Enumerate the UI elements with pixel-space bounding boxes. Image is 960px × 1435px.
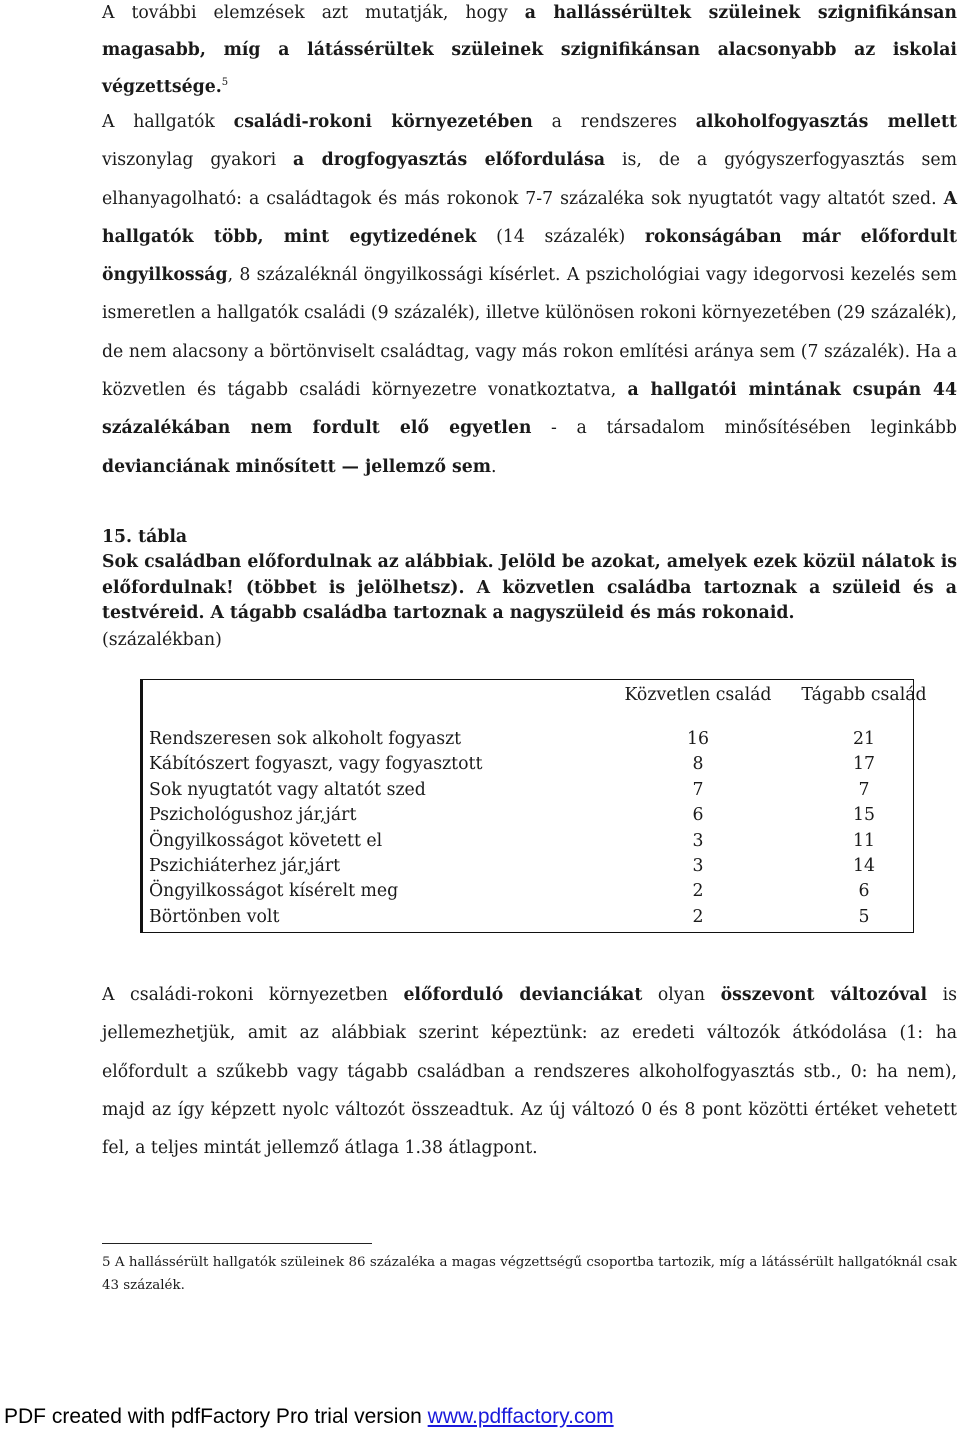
row-label: Pszichológushoz jár,járt (149, 805, 357, 826)
table-row (149, 778, 909, 803)
cell-tagabb: 15 (853, 805, 875, 826)
text-run: olyan (642, 985, 721, 1005)
bold-text-run: előforduló devianciákat (403, 985, 643, 1005)
footnote-text: A hallássérült hallgatók szüleinek 86 százaléka a magas végzettségű csoportba tartozik, míg a látássérült hallgatóknál csak 43 százalék. (102, 1255, 957, 1293)
table-row (149, 829, 909, 854)
cell-tagabb: 5 (858, 906, 870, 927)
table-row (149, 854, 909, 879)
text-run: A családi-rokoni környezetben (102, 985, 404, 1005)
table-row (149, 752, 909, 777)
text-run: - a társadalom minősítésében leginkább (531, 418, 957, 439)
cell-tagabb: 14 (853, 856, 875, 876)
cell-tagabb: 6 (858, 881, 870, 902)
bold-text-run: a hallássérültek szüleinek szignifikánsan magasabb, míg a látássérültek szüleinek szignifikánsan alacsonyabb az iskolai végzettsége. (102, 3, 957, 97)
row-label: Kábítószert fogyaszt, vagy fogyasztott (149, 754, 483, 775)
cell-kozvetlen: 2 (692, 906, 704, 927)
text-run: , 8 százaléknál öngyilkossági kísérlet. A pszichológiai vagy idegorvosi kezelés sem ismeretlen a hallgatók családi (9 százalék), illetve különösen rokoni környezetében (29 százalék), de nem alacsony a börtönviselt családtag, vagy más rokon említési aránya sem (7 százalék). Ha a közvetlen és tágabb családi környezetre vonatkoztatva, (102, 265, 957, 401)
table-row (149, 905, 909, 930)
footer-text: PDF created with pdfFactory Pro trial version (4, 1405, 428, 1428)
text-run: A hallgatók (102, 112, 234, 132)
table-row (149, 727, 909, 752)
cell-kozvetlen: 7 (692, 779, 704, 800)
text-run: . (491, 456, 497, 477)
row-label: Rendszeresen sok alkoholt fogyaszt (149, 729, 462, 749)
bold-text-run: összevont változóval (720, 985, 928, 1005)
bold-text-run: családi-rokoni környezetében (233, 112, 533, 132)
footnote (102, 1251, 957, 1297)
table-title: 15. tábla (102, 527, 188, 547)
cell-tagabb: 21 (853, 729, 875, 749)
footnote-number: 5 (102, 1255, 111, 1270)
cell-kozvetlen: 3 (692, 856, 704, 876)
row-label: Börtönben volt (149, 906, 280, 927)
pdf-footer (4, 1405, 614, 1429)
column-header-tagabb: Tágabb család (801, 685, 927, 705)
bold-text-run: rokonságában már előfordult öngyilkosság (102, 226, 957, 286)
bold-text-run: a hallgatói mintának csupán 44 százalékában nem fordult elő egyetlen (102, 380, 957, 439)
data-table (140, 679, 927, 933)
footnote-reference: 5 (221, 77, 229, 89)
text-run: a rendszeres (532, 112, 696, 132)
text-run: (14 százalék) (476, 226, 645, 247)
row-label: Öngyilkosságot kísérelt meg (149, 881, 399, 902)
table-row (149, 803, 909, 828)
column-header-kozvetlen: Közvetlen család (624, 685, 772, 705)
cell-tagabb: 11 (853, 830, 875, 851)
row-label: Pszichiáterhez jár,járt (149, 856, 341, 876)
paragraph-3 (102, 976, 957, 1167)
cell-kozvetlen: 2 (692, 881, 704, 902)
row-label: Öngyilkosságot követett el (149, 830, 383, 851)
paragraph-1 (102, 0, 957, 106)
table-description: Sok családban előfordulnak az alábbiak. Jelöld be azokat, amelyek ezek közül nálatok is előfordulnak! (többet is jelölhetsz). A közvetlen családba tartoznak a szüleid és a testvéreid. A tágabb családba tartoznak a nagyszüleid és más rokonaid. (102, 552, 957, 623)
table-row (149, 879, 909, 904)
cell-tagabb: 17 (853, 754, 875, 775)
row-label: Sok nyugtatót vagy altatót szed (149, 779, 426, 800)
text-run: A további elemzések azt mutatják, hogy (102, 3, 525, 23)
text-run: viszonylag gyakori (102, 150, 294, 171)
bold-text-run: A hallgatók több, mint egytizedének (102, 188, 957, 247)
cell-kozvetlen: 8 (692, 754, 704, 775)
text-run: is, de a gyógyszerfogyasztás sem elhanyagolható: a családtagok és más rokonok 7-7 százaléka sok nyugtatót vagy altatót szed. (102, 150, 958, 209)
footnote-separator (102, 1243, 372, 1244)
bold-text-run: devianciának minősített — jellemző sem (102, 456, 491, 477)
text-run: is jellemezhetjük, amit az alábbiak szerint képeztünk: az eredeti változók átkódolása (1: ha előfordult a szűkebb vagy tágabb családban a rendszeres alkoholfogyasztás stb., 0: ha nem), majd az így képzett nyolc változót összeadtuk. Az új változó 0 és 8 pont közötti értéket vehetett fel, a teljes mintát jellemző átlaga 1.38 átlagpont. (102, 985, 957, 1159)
bold-text-run: alkoholfogyasztás mellett (695, 112, 958, 132)
footer-link[interactable]: www.pdffactory.com (427, 1405, 614, 1428)
paragraph-2 (102, 103, 957, 486)
cell-kozvetlen: 16 (687, 729, 709, 749)
cell-kozvetlen: 6 (692, 805, 704, 826)
bold-text-run: a drogfogyasztás előfordulása (293, 150, 606, 171)
table-unit: (százalékban) (102, 630, 222, 650)
cell-kozvetlen: 3 (692, 830, 704, 851)
cell-tagabb: 7 (858, 779, 870, 800)
